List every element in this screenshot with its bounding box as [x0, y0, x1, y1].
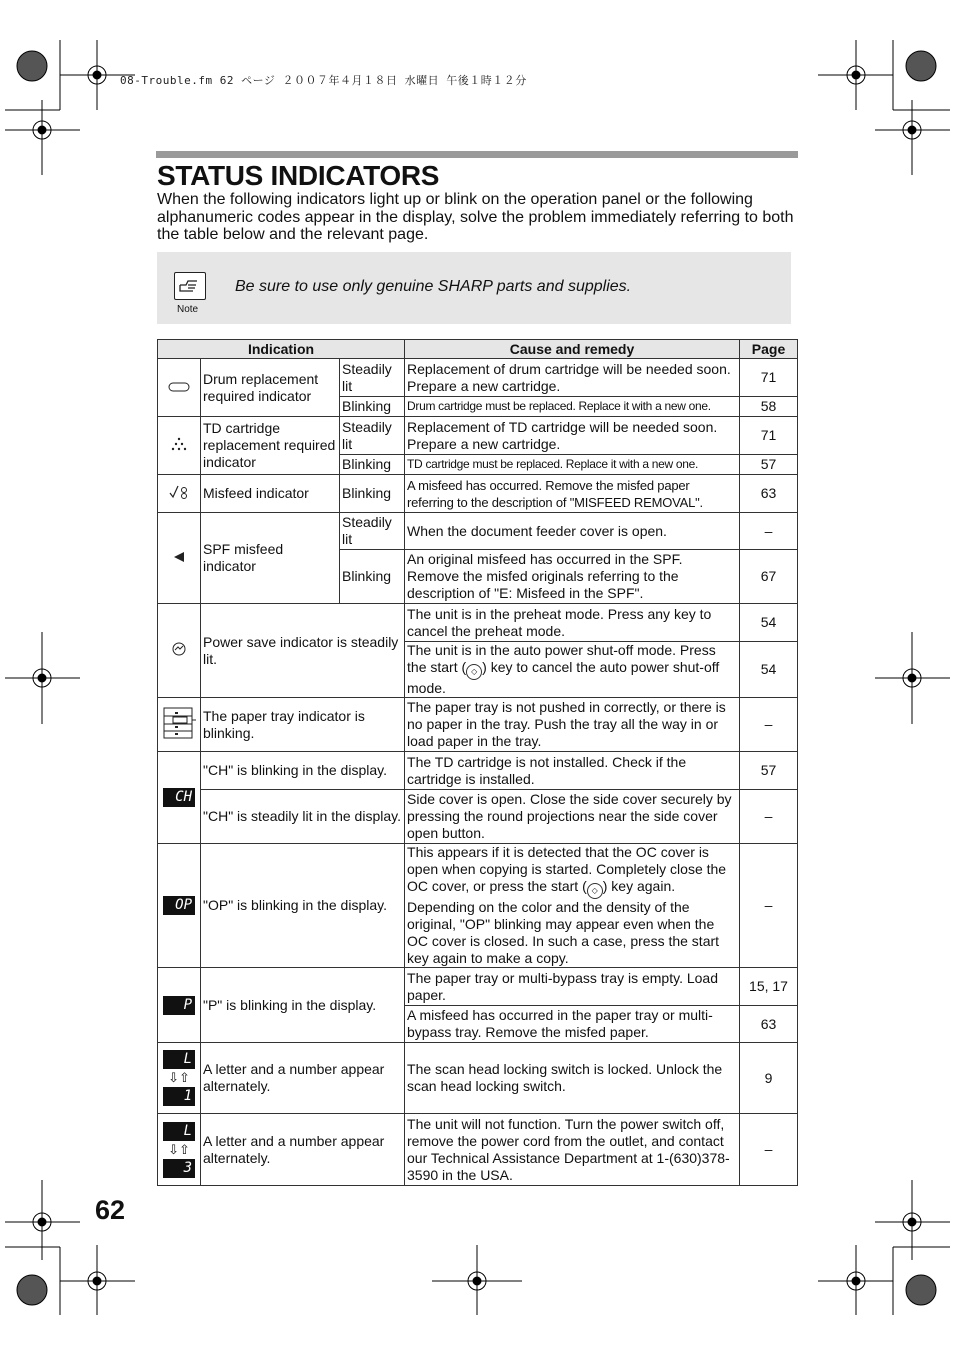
note-text: Be sure to use only genuine SHARP parts and supplies.: [235, 278, 632, 295]
drum-page-lit: 71: [740, 359, 798, 397]
title-bar: [156, 151, 798, 158]
note-label: Note: [177, 304, 199, 315]
l3-page: –: [740, 1114, 798, 1186]
table-row: [158, 790, 798, 844]
spf-page-blink: 67: [740, 550, 798, 604]
misfeed-state: Blinking: [340, 475, 405, 513]
ch-steady-name: "CH" is steadily lit in the display.: [201, 790, 405, 844]
header-cause: Cause and remedy: [405, 340, 740, 359]
page-title: STATUS INDICATORS: [157, 160, 440, 191]
l1-display-icon: [158, 1043, 201, 1114]
table-row: [158, 1114, 798, 1186]
drum-state-blink: Blinking: [340, 397, 405, 417]
p-lcd: P: [163, 996, 195, 1015]
table-row: [158, 475, 798, 513]
power-cause-preheat: The unit is in the preheat mode. Press any key to cancel the preheat mode.: [405, 604, 740, 642]
drum-indicator-name: Drum replacement required indicator: [201, 359, 340, 417]
drum-page-blink: 58: [740, 397, 798, 417]
ch-blinking-name: "CH" is blinking in the display.: [201, 752, 405, 790]
drum-indicator-icon: [158, 359, 201, 417]
ch-lcd: CH: [163, 788, 195, 807]
p-name: "P" is blinking in the display.: [201, 968, 405, 1043]
table-row: [158, 698, 798, 752]
power-cause-shutoff-a: The unit is in the auto power shut-off mode. Press the start (: [407, 642, 716, 675]
page-number: 62: [95, 1195, 126, 1225]
l3-cause: The unit will not function. Turn the power switch off, remove the power cord from the outlet, and contact our Technical Assistance Department at 1-(630)378-3590 in the USA.: [405, 1114, 740, 1186]
l1-lcd-bottom: 1: [163, 1087, 195, 1106]
toner-indicator-icon: [158, 417, 201, 475]
spf-page-lit: –: [740, 513, 798, 550]
l3-lcd-bottom: 3: [163, 1159, 195, 1178]
power-cause-shutoff-b: ) key to cancel the auto power shut-off mode.: [407, 659, 720, 696]
op-cause: [405, 844, 740, 968]
table-row: [158, 513, 798, 550]
misfeed-cause: A misfeed has occurred. Remove the misfed paper referring to the description of "MISFEED REMOVAL".: [405, 475, 740, 513]
alternate-arrows-icon: ⇩⇧: [168, 1070, 190, 1085]
paper-tray-name: The paper tray indicator is blinking.: [201, 698, 405, 752]
td-state-lit: Steadily lit: [340, 417, 405, 455]
op-display-icon: [158, 844, 201, 968]
start-key-icon: ◇: [466, 664, 482, 680]
spf-state-blink: Blinking: [340, 550, 405, 604]
l1-cause: The scan head locking switch is locked. Unlock the scan head locking switch.: [405, 1043, 740, 1114]
l3-name: A letter and a number appear alternately.: [201, 1114, 405, 1186]
status-table: [157, 339, 798, 1186]
table-row: [158, 417, 798, 455]
td-cause-lit: Replacement of TD cartridge will be needed soon. Prepare a new cartridge.: [405, 417, 740, 455]
ch-blinking-page: 57: [740, 752, 798, 790]
power-cause-shutoff: [405, 642, 740, 698]
td-cause-blink: TD cartridge must be replaced. Replace it with a new one.: [405, 455, 740, 475]
op-lcd: OP: [163, 896, 195, 915]
file-header: 08-Trouble.fm 62 ページ ２００７年４月１８日 水曜日 午後１時１２分: [120, 74, 527, 87]
l1-lcd-top: L: [163, 1050, 195, 1069]
drum-state-lit: Steadily lit: [340, 359, 405, 397]
p-display-icon: [158, 968, 201, 1043]
drum-cause-blink: Drum cartridge must be replaced. Replace it with a new one.: [405, 397, 740, 417]
ch-display-icon: [158, 752, 201, 844]
table-header-row: [158, 340, 798, 359]
power-page-preheat: 54: [740, 604, 798, 642]
op-cause-a: This appears if it is detected that the OC cover is open when copying is started. Completely close the OC cover, or press the start (: [407, 844, 727, 894]
table-row: [158, 752, 798, 790]
spf-indicator-icon: [158, 513, 201, 604]
table-row: [158, 844, 798, 968]
table-row: [158, 359, 798, 397]
td-state-blink: Blinking: [340, 455, 405, 475]
op-name: "OP" is blinking in the display.: [201, 844, 405, 968]
table-row: [158, 604, 798, 642]
power-save-icon: [158, 604, 201, 698]
paper-tray-cause: The paper tray is not pushed in correctly, or there is no paper in the tray. Push the tray all the way in or load paper in the tray.: [405, 698, 740, 752]
l3-lcd-top: L: [163, 1122, 195, 1141]
note-box: [157, 252, 791, 324]
td-page-blink: 57: [740, 455, 798, 475]
intro-paragraph: When the following indicators light up or blink on the operation panel or the following alphanumeric codes appear in the display, solve the problem immediately referring to both the table below and the relevant page.: [157, 191, 794, 243]
misfeed-indicator-icon: [158, 475, 201, 513]
p-cause-empty: The paper tray or multi-bypass tray is empty. Load paper.: [405, 968, 740, 1006]
op-cause-b: ) key again. Depending on the color and the density of the original, "OP" blinking may appear even when the OC cover is closed. In such a case, press the start key again to make a copy.: [407, 878, 720, 966]
note-hand-icon: [174, 272, 206, 300]
spf-cause-lit: When the document feeder cover is open.: [405, 513, 740, 550]
drum-cause-lit: Replacement of drum cartridge will be needed soon. Prepare a new cartridge.: [405, 359, 740, 397]
l3-display-icon: [158, 1114, 201, 1186]
td-indicator-name: TD cartridge replacement required indicator: [201, 417, 340, 475]
l1-name: A letter and a number appear alternately.: [201, 1043, 405, 1114]
header-indication: Indication: [158, 340, 405, 359]
power-save-name: Power save indicator is steadily lit.: [201, 604, 405, 698]
table-row: [158, 1043, 798, 1114]
alternate-arrows-icon: ⇩⇧: [168, 1141, 190, 1157]
p-cause-misfeed: A misfeed has occurred in the paper tray or multi-bypass tray. Remove the misfed paper.: [405, 1006, 740, 1043]
paper-tray-page: –: [740, 698, 798, 752]
table-row: [158, 968, 798, 1006]
op-page: –: [740, 844, 798, 968]
power-page-shutoff: 54: [740, 642, 798, 698]
p-page-misfeed: 63: [740, 1006, 798, 1043]
l1-page: 9: [740, 1043, 798, 1114]
p-page-empty: 15, 17: [740, 968, 798, 1006]
misfeed-indicator-name: Misfeed indicator: [201, 475, 340, 513]
td-page-lit: 71: [740, 417, 798, 455]
ch-blinking-cause: The TD cartridge is not installed. Check if the cartridge is installed.: [405, 752, 740, 790]
header-page: Page: [740, 340, 798, 359]
start-key-icon: ◇: [587, 883, 603, 899]
ch-steady-cause: Side cover is open. Close the side cover securely by pressing the round projections near the side cover open button.: [405, 790, 740, 844]
spf-cause-blink: An original misfeed has occurred in the SPF. Remove the misfed originals referring to the description of "E: Misfeed in the SPF".: [405, 550, 740, 604]
ch-steady-page: –: [740, 790, 798, 844]
paper-tray-icon: [158, 698, 201, 752]
misfeed-page: 63: [740, 475, 798, 513]
spf-indicator-name: SPF misfeed indicator: [201, 513, 340, 604]
spf-state-lit: Steadily lit: [340, 513, 405, 550]
